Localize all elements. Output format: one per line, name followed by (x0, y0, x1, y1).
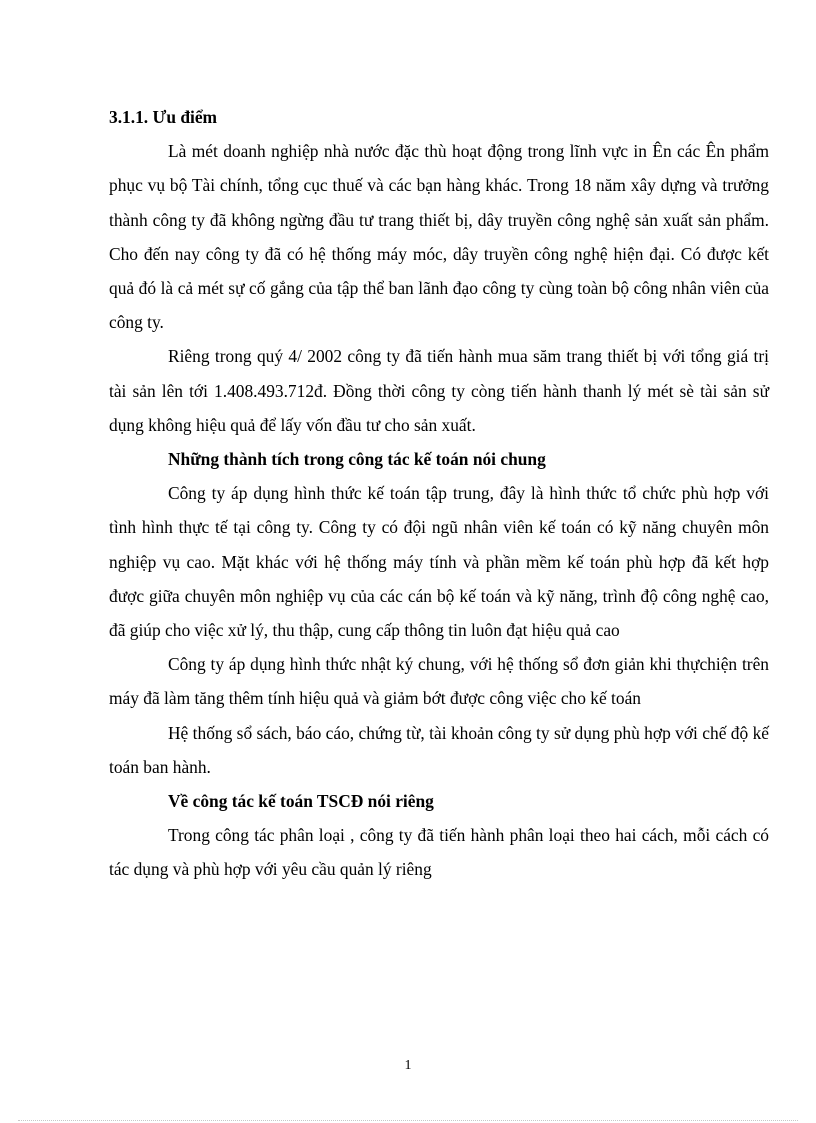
paragraph-centralized-accounting: Công ty áp dụng hình thức kế toán tập trung, đây là hình thức tổ chức phù hợp với tình hình thực tế tại công ty. Công ty có đội ngũ nhân viên kế toán có kỹ năng chuyên môn nghiệp vụ cao. Mặt khác với hệ thống máy tính và phần mềm kế toán phù hợp đã kết hợp được giữa chuyên môn nghiệp vụ của các cán bộ kế toán và kỹ năng, trình độ công nghệ cao, đã giúp cho việc xử lý, thu thập, cung cấp thông tin luôn đạt hiệu quả cao (109, 483, 769, 641)
paragraph-books-reports: Hệ thống sổ sách, báo cáo, chứng từ, tài khoản công ty sử dụng phù hợp với chế độ kế toán ban hành. (109, 722, 769, 777)
page-bottom-divider (18, 1120, 798, 1121)
paragraph-general-journal: Công ty áp dụng hình thức nhật ký chung, với hệ thống sổ đơn giản khi thựchiện trên máy đã làm tăng thêm tính hiệu quả và giảm bớt được công việc cho kế toán (109, 654, 769, 709)
page-number: 1 (404, 1058, 412, 1073)
section-heading: 3.1.1. Ưu điểm (109, 107, 218, 127)
paragraph-asset-purchase: Riêng trong quý 4/ 2002 công ty đã tiến hành mua săm trang thiết bị với tổng giá trị tài sản lên tới 1.408.493.712đ. Đồng thời công ty còng tiến hành thanh lý mét sè tài sản sử dụng không hiệu quả để lấy vốn đầu tư cho sản xuất. (109, 346, 769, 435)
paragraph-advantages: Là mét doanh nghiệp nhà nước đặc thù hoạt động trong lĩnh vực in Ên các Ên phẩm phục vụ bộ Tài chính, tổng cục thuế và các bạn hàng khác. Trong 18 năm xây dựng và trưởng thành công ty đã không ngừng đầu tư trang thiết bị, dây truyền công nghệ sản xuất sản phẩm. Cho đến nay công ty đã có hệ thống máy móc, dây truyền công nghệ hiện đại. Có được kết quả đó là cả mét sự cố gắng của tập thể ban lãnh đạo công ty cùng toàn bộ công nhân viên của công ty. (109, 141, 769, 333)
document-body (109, 100, 769, 887)
subheading-general-accounting: Những thành tích trong công tác kế toán nói chung (168, 449, 546, 470)
subheading-fixed-assets: Về công tác kế toán TSCĐ nói riêng (168, 791, 434, 812)
paragraph-classification: Trong công tác phân loại , công ty đã tiến hành phân loại theo hai cách, mỗi cách có tác dụng và phù hợp với yêu cầu quản lý riêng (109, 825, 769, 880)
